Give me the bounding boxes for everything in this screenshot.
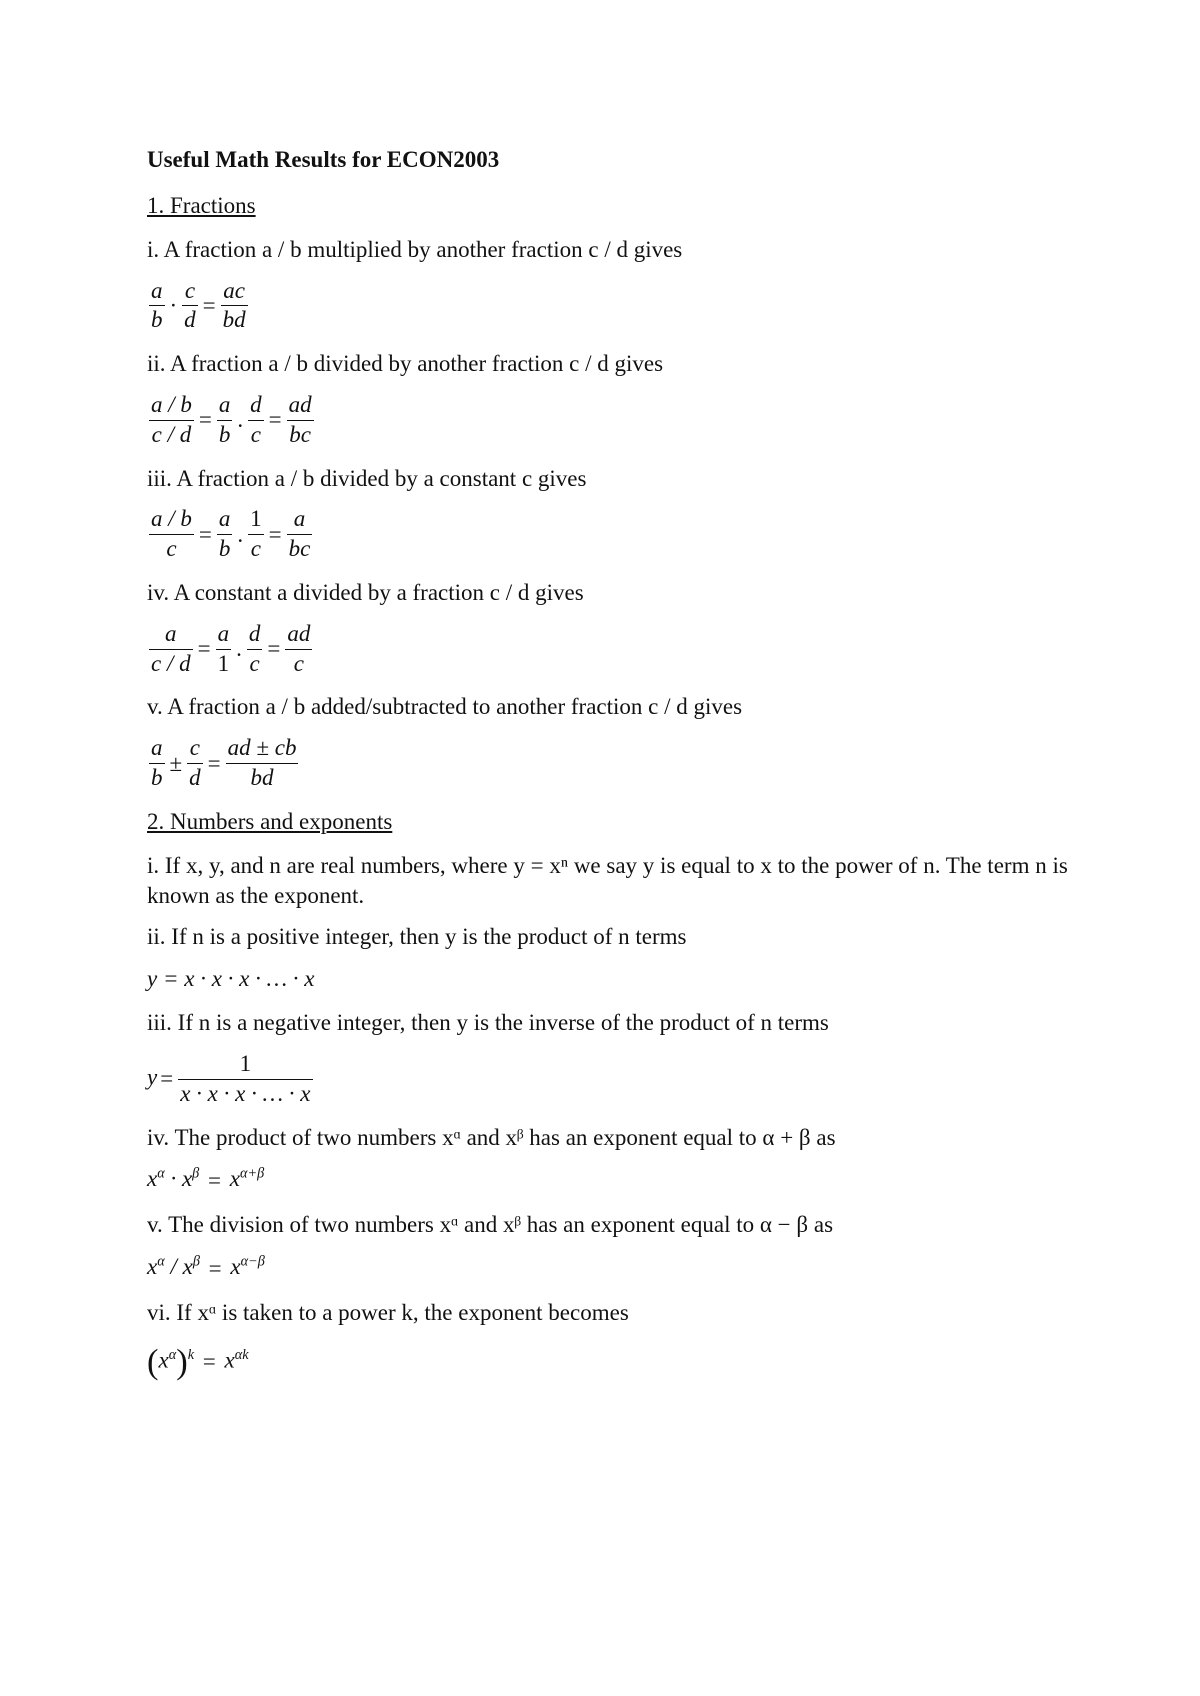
section-exponents-heading: 2. Numbers and exponents [147,808,393,834]
fractions-item-ii: ii. A fraction a / b divided by another fraction c / d gives [147,351,664,377]
section-fractions-heading: 1. Fractions [147,192,256,218]
fractions-equation-v: $\frac{a}{b}$ ± $\frac{c}{d}$ = $\frac{ad \pm cb}{bd}$ [151,735,297,790]
exponents-equation-ii: y = x · x · x · … · x [147,966,315,992]
fractions-equation-i: $\frac{a}{b}$ · $\frac{c}{d}$ = $\frac{ac}{bd}$ [151,277,246,333]
fractions-item-iii: iii. A fraction a / b divided by a constant c gives [147,465,587,491]
fractions-item-v: v. A fraction a / b added/subtracted to another fraction c / d gives [147,694,743,720]
fractions-equation-ii: $\frac{a / b}{c / d}$ = $\frac{a}{b}$ . $\frac{d}{c}$ = $\frac{ad}{bc}$ [151,392,312,447]
fractions-item-iv: iv. A constant a divided by a fraction c / d gives [147,579,584,605]
exponents-item-iii: iii. If n is a negative integer, then y is the inverse of the product of n terms [147,1010,829,1036]
exponents-equation-vi: $(x^\alpha)^k = x^{\alpha k}$ [147,1342,249,1381]
fractions-equation-iii: $\frac{a / b}{c}$ = $\frac{a}{b}$ . $\frac{1}{c}$ = $\frac{a}{bc}$ [151,506,311,562]
fractions-item-i: i. A fraction a / b multiplied by another fraction c / d gives [147,236,683,262]
exponents-item-v: v. The division of two numbers xᵅ and xᵝ has an exponent equal to α − β as [147,1212,834,1238]
page-title: Useful Math Results for ECON2003 [147,147,500,172]
exponents-equation-v: $x^\alpha / x^\beta = x^{\alpha-\beta}$ [147,1253,265,1281]
exponents-item-iv: iv. The product of two numbers xᵅ and xᵝ has an exponent equal to α + β as [147,1124,836,1150]
exponents-item-vi: vi. If xᵅ is taken to a power k, the exponent becomes [147,1299,629,1325]
exponents-equation-iii: y = $\frac{1}{x \cdot x \cdot x \cdot \dots \cdot x}$ [147,1051,311,1106]
fractions-equation-iv: $\frac{a}{c / d}$ = $\frac{a}{1}$ . $\frac{d}{c}$ = $\frac{ad}{c}$ [151,620,311,676]
exponents-item-i: i. If x, y, and n are real numbers, where y = xⁿ we say y is equal to x to the power of n. The term n is known as the exponent. [147,852,1068,908]
exponents-equation-iv: $x^\alpha \cdot x^\beta = x^{\alpha+\beta}$ [147,1165,265,1194]
exponents-item-ii: ii. If n is a positive integer, then y is the product of n terms [147,924,687,950]
document-content [147,145,1077,1398]
